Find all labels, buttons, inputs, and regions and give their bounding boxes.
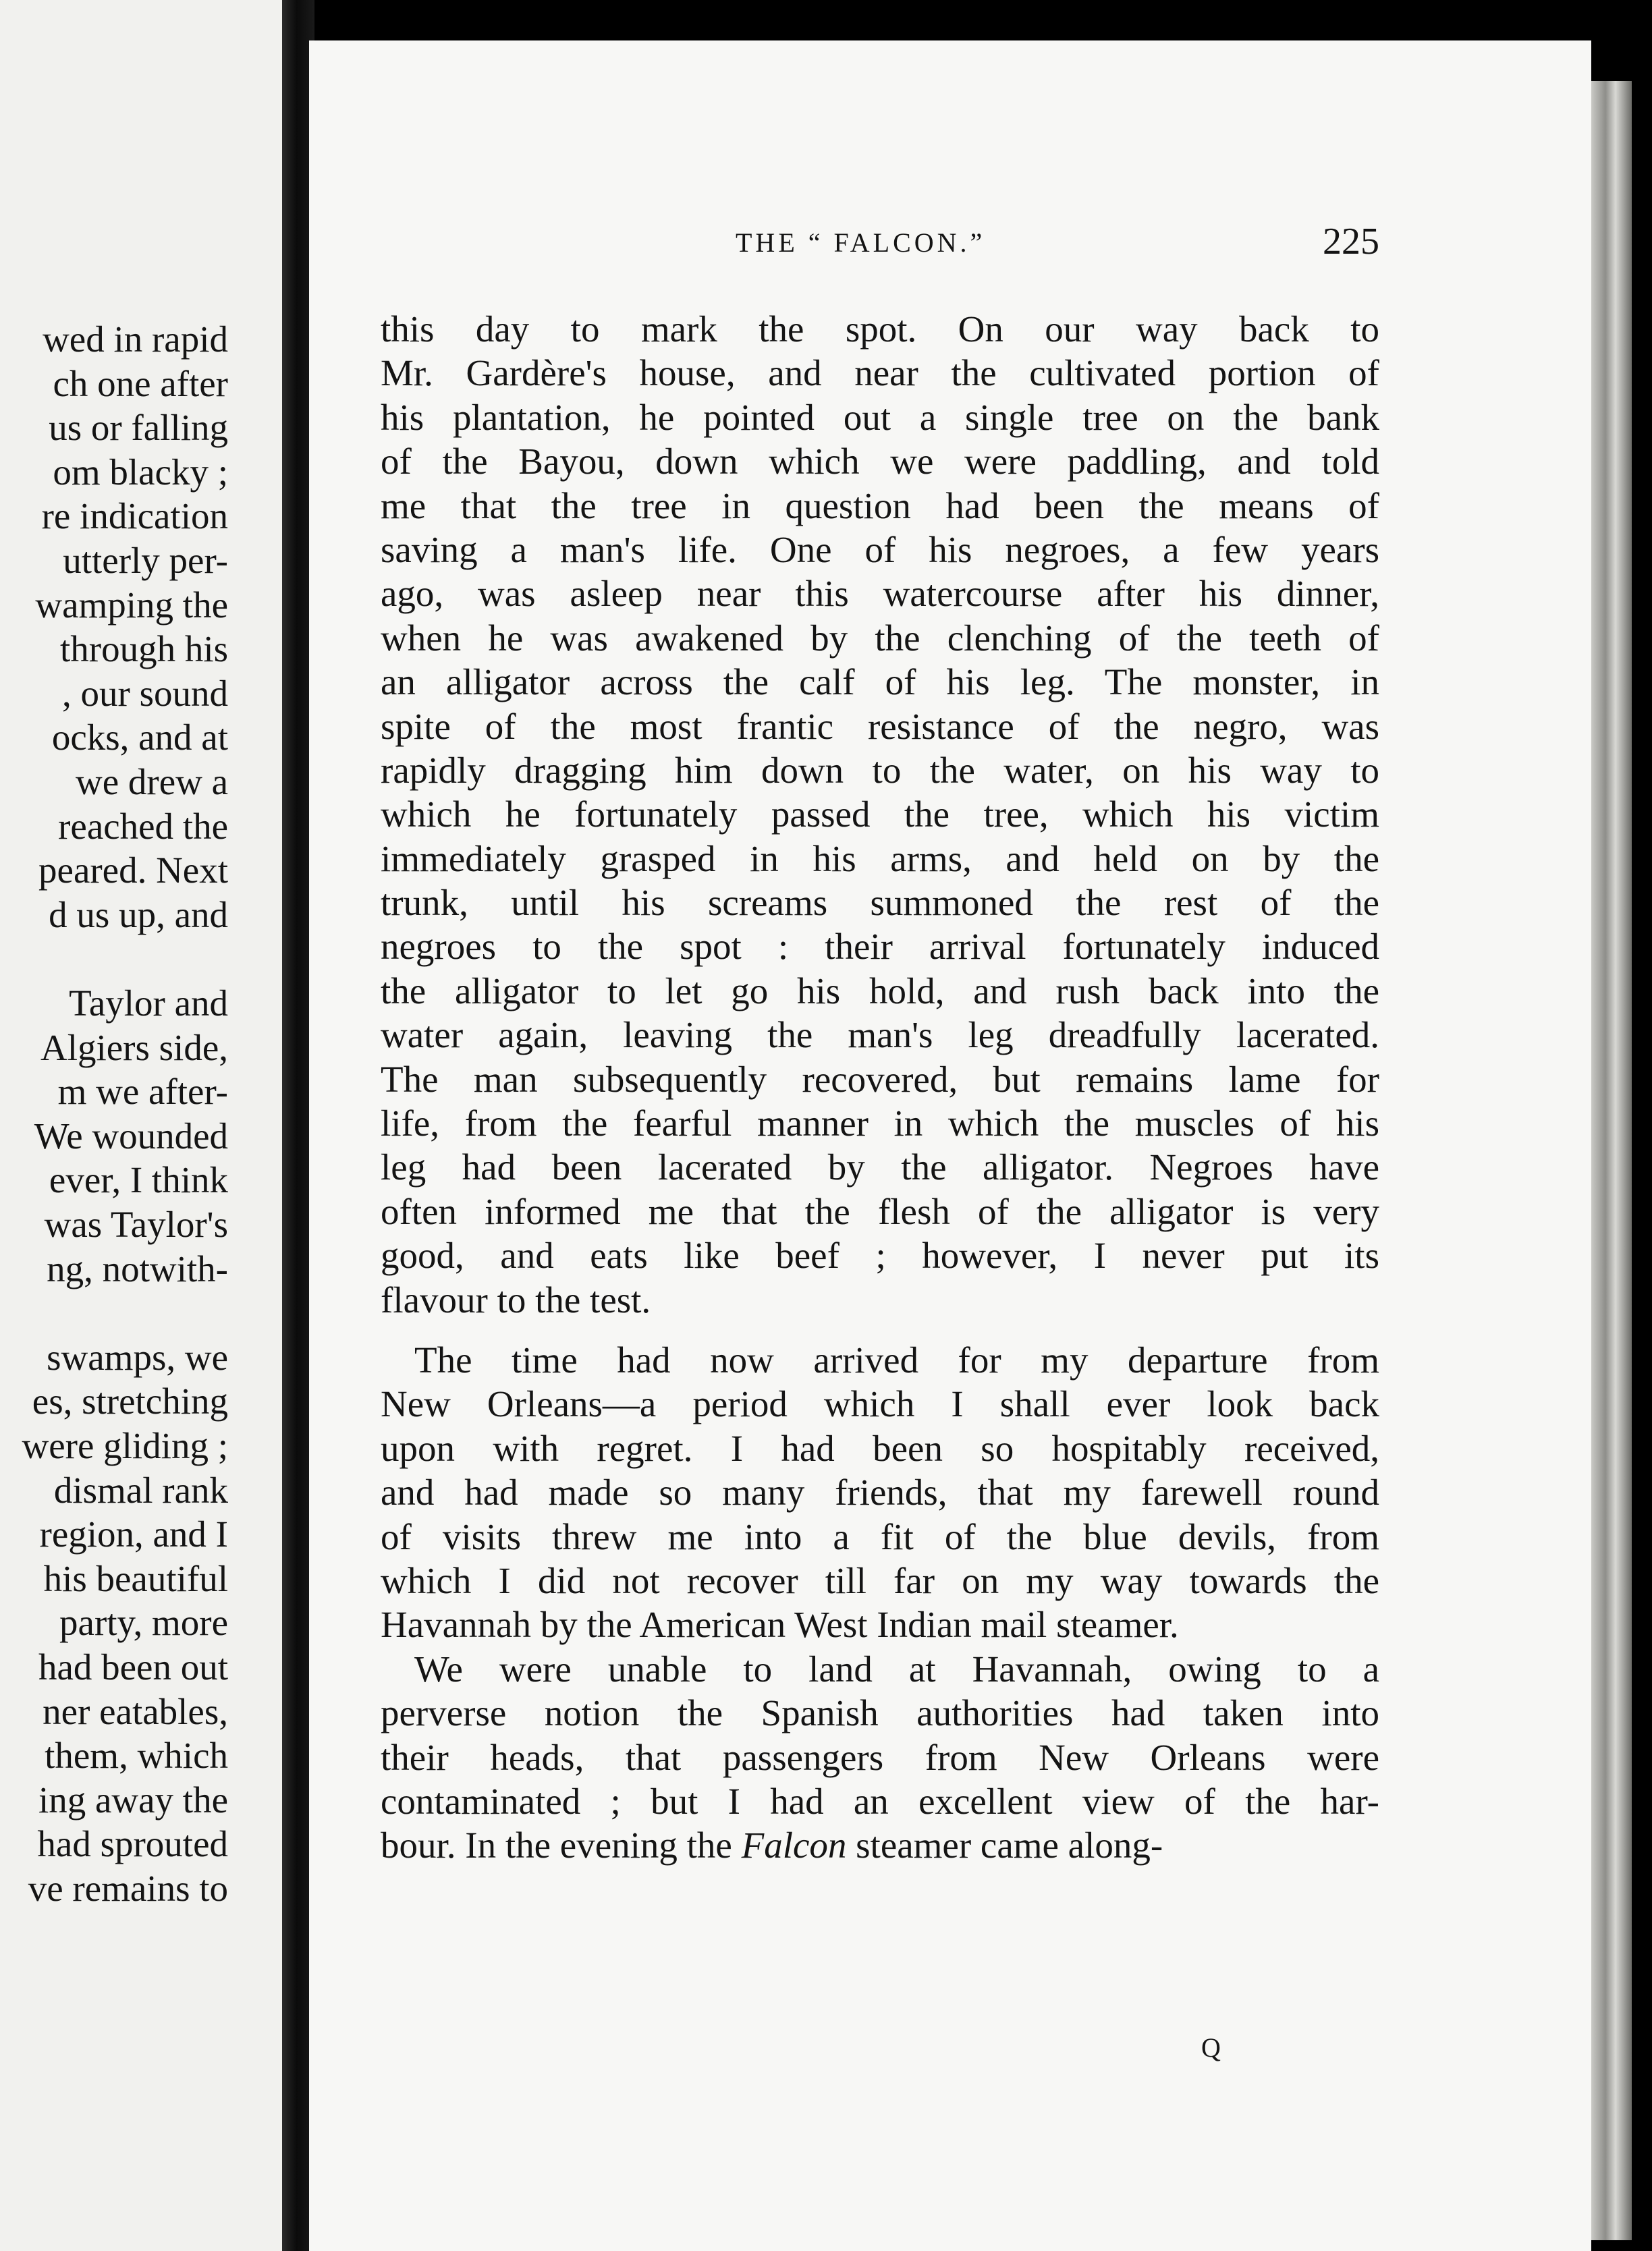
paragraph-alligator-story: [381, 307, 1379, 1322]
left-page-line: d us up, and: [49, 893, 228, 935]
text-line: water again, leaving the man's leg dreadfully lacerated.: [381, 1014, 1379, 1056]
left-page-line: had sprouted: [37, 1823, 228, 1865]
left-page-line: utterly per-: [63, 540, 228, 581]
text-line: New Orleans—a period which I shall ever look back: [381, 1383, 1379, 1425]
left-page-line: ever, I think: [49, 1159, 228, 1201]
left-facing-page: [0, 0, 282, 2251]
body-text: [381, 307, 1379, 1868]
text-line: leg had been lacerated by the alligator. Negroes have: [381, 1146, 1379, 1188]
text-line: of the Bayou, down which we were paddling, and told: [381, 441, 1379, 482]
left-page-line: reached the: [58, 805, 228, 847]
text-line: The man subsequently recovered, but remains lame for: [381, 1058, 1379, 1100]
left-page-line: ocks, and at: [51, 717, 228, 758]
paragraph-departure: [381, 1338, 1379, 1647]
text-line: an alligator across the calf of his leg. The monster, in: [381, 661, 1379, 703]
left-page-line: Taylor and: [69, 982, 228, 1024]
text-line-final: bour. In the evening the Falcon steamer came along-: [381, 1825, 1163, 1866]
page-number: 225: [1323, 221, 1379, 262]
text-line: good, and eats like beef ; however, I never put its: [381, 1235, 1379, 1277]
page-edge-shadow: [1591, 81, 1632, 2240]
text-line: his plantation, he pointed out a single tree on the bank: [381, 396, 1379, 438]
left-page-line: his beautiful: [43, 1557, 228, 1599]
left-page-line: wed in rapid: [43, 318, 228, 360]
text-line: when he was awakened by the clenching of the teeth of: [381, 617, 1379, 659]
running-head: THE “ FALCON.”: [736, 227, 986, 258]
left-page-line: we drew a: [76, 761, 228, 802]
text-line: which I did not recover till far on my way towards the: [381, 1559, 1379, 1601]
left-page-line: es, stretching: [32, 1381, 228, 1422]
left-page-line: ch one after: [53, 362, 228, 404]
left-page-line: were gliding ;: [22, 1425, 228, 1466]
text-line: me that the tree in question had been the means of: [381, 484, 1379, 526]
left-page-line: ng, notwith-: [47, 1248, 228, 1289]
text-line: immediately grasped in his arms, and held on by the: [381, 837, 1379, 879]
text-line: the alligator to let go his hold, and rush back into the: [381, 970, 1379, 1011]
text-line: perverse notion the Spanish authorities had taken into: [381, 1692, 1379, 1734]
text-line: life, from the fearful manner in which the muscles of his: [381, 1103, 1379, 1144]
text-line: of visits threw me into a fit of the blue devils, from: [381, 1516, 1379, 1557]
text-line: this day to mark the spot. On our way back to: [381, 308, 1379, 350]
left-page-line: them, which: [45, 1735, 228, 1777]
left-page-line: Algiers side,: [40, 1026, 228, 1068]
left-page-line: was Taylor's: [44, 1204, 228, 1245]
left-page-line: We wounded: [34, 1115, 228, 1157]
left-page-line: re indication: [41, 495, 228, 537]
text-line: upon with regret. I had been so hospitably received,: [381, 1427, 1379, 1469]
left-page-line: us or falling: [49, 407, 228, 449]
text-line: their heads, that passengers from New Orleans were: [381, 1736, 1379, 1778]
left-page-line: m we after-: [57, 1071, 228, 1113]
left-page-line: , our sound: [62, 672, 228, 714]
left-page-line: om blacky ;: [53, 451, 228, 493]
paragraph-havannah: [381, 1647, 1379, 1824]
text-line: negroes to the spot : their arrival fortunately induced: [381, 926, 1379, 968]
left-page-line: region, and I: [39, 1513, 228, 1555]
left-page-line: had been out: [38, 1646, 228, 1688]
text-line: We were unable to land at Havannah, owing to a: [414, 1648, 1379, 1690]
text-line: contaminated ; but I had an excellent view of the har-: [381, 1780, 1379, 1822]
text-line: which he fortunately passed the tree, which his victim: [381, 794, 1379, 835]
ship-name-falcon: Falcon: [741, 1825, 847, 1866]
left-page-line: swamps, we: [47, 1336, 228, 1378]
text-line: flavour to the test.: [381, 1279, 651, 1321]
left-page-line: wamping the: [35, 584, 228, 626]
left-page-line: through his: [59, 628, 228, 670]
left-page-line: ner eatables,: [43, 1690, 228, 1732]
text-line: often informed me that the flesh of the alligator is very: [381, 1190, 1379, 1232]
text-line: trunk, until his screams summoned the rest of the: [381, 882, 1379, 924]
left-page-line: ve remains to: [28, 1868, 228, 1909]
text-line: The time had now arrived for my departure from: [414, 1339, 1379, 1381]
left-page-line: dismal rank: [53, 1469, 228, 1511]
text-line: Havannah by the American West Indian mail steamer.: [381, 1604, 1179, 1646]
text-line: and had made so many friends, that my farewell round: [381, 1472, 1379, 1513]
text-line: Mr. Gardère's house, and near the cultivated portion of: [381, 352, 1379, 394]
left-page-line: peared. Next: [38, 850, 228, 891]
text-line: saving a man's life. One of his negroes, a few years: [381, 528, 1379, 570]
signature-mark: Q: [1201, 2032, 1221, 2063]
left-page-line: ing away the: [38, 1779, 228, 1821]
text-line: spite of the most frantic resistance of the negro, was: [381, 705, 1379, 747]
left-page-line: party, more: [59, 1602, 228, 1644]
text-line: rapidly dragging him down to the water, on his way to: [381, 749, 1379, 791]
text-line: ago, was asleep near this watercourse after his dinner,: [381, 573, 1379, 615]
